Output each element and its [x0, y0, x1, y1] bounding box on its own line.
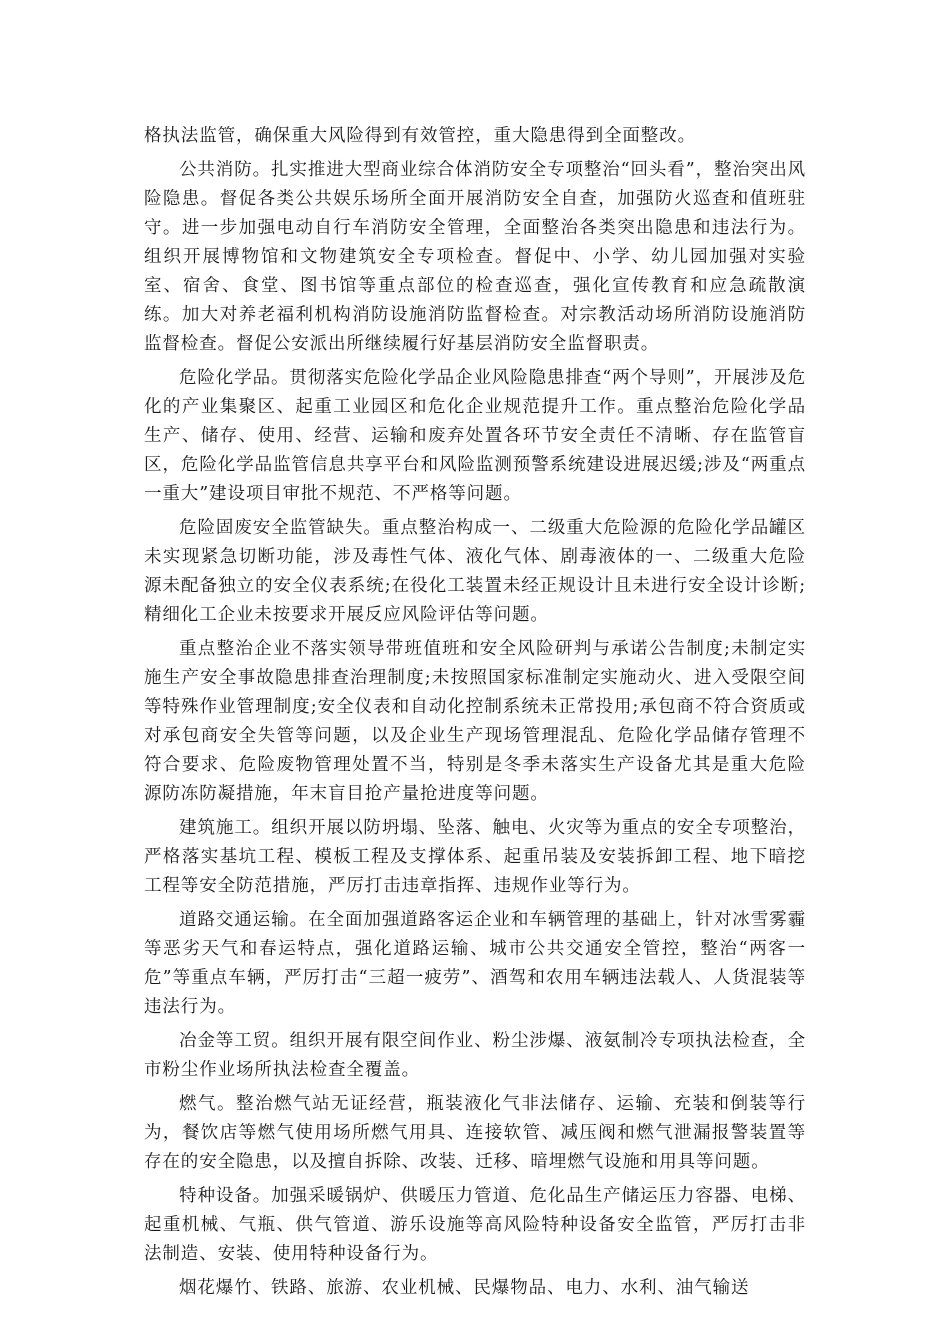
paragraph-continuation: 格执法监管，确保重大风险得到有效管控，重大隐患得到全面整改。	[144, 126, 696, 146]
paragraph-construction: 建筑施工。组织开展以防坍塌、坠落、触电、火灾等为重点的安全专项整治，严格落实基坑工程、模板工程及支撑体系、起重吊装及安装拆卸工程、地下暗挖工程等安全防范措施，严厉打击违章指挥、违规作业等行为。	[144, 818, 806, 896]
paragraph-public-fire: 公共消防。扎实推进大型商业综合体消防安全专项整治“回头看”，整治突出风险隐患。督促各类公共娱乐场所全面开展消防安全自查，加强防火巡查和值班驻守。进一步加强电动自行车消防安全管理，全面整治各类突出隐患和违法行为。组织开展博物馆和文物建筑安全专项检查。督促中、小学、幼儿园加强对实验室、宿舍、食堂、图书馆等重点部位的检查巡查，强化宣传教育和应急疏散演练。加大对养老福利机构消防设施消防监督检查。对宗教活动场所消防设施消防监督检查。督促公安派出所继续履行好基层消防安全监督职责。	[144, 160, 806, 354]
paragraph-fireworks-etc: 烟花爆竹、铁路、旅游、农业机械、民爆物品、电力、水利、油气输送	[179, 1278, 750, 1298]
paragraph-road-transport: 道路交通运输。在全面加强道路客运企业和车辆管理的基础上，针对冰雪雾霾等恶劣天气和春运特点，强化道路运输、城市公共交通安全管控，整治“两客一危”等重点车辆，严厉打击“三超一疲劳”、酒驾和农用车辆违法载人、人货混装等违法行为。	[144, 910, 806, 1017]
paragraph-hazardous-waste: 危险固废安全监管缺失。重点整治构成一、二级重大危险源的危险化学品罐区未实现紧急切断功能，涉及毒性气体、液化气体、剧毒液体的一、二级重大危险源未配备独立的安全仪表系统;在役化工装置未经正规设计且未进行安全设计诊断;精细化工企业未按要求开展反应风险评估等问题。	[144, 518, 806, 625]
paragraph-enterprise-rectification: 重点整治企业不落实领导带班值班和安全风险研判与承诺公告制度;未制定实施生产安全事故隐患排查治理制度;未按照国家标准制定实施动火、进入受限空间等特殊作业管理制度;安全仪表和自动化控制系统未正常投用;承包商不符合资质或对承包商安全失管等问题，以及企业生产现场管理混乱、危险化学品储存管理不符合要求、危险废物管理处置不当，特别是冬季未落实生产设备尤其是重大危险源防冻防凝措施，年末盲目抢产量抢进度等问题。	[144, 639, 806, 804]
paragraph-special-equipment: 特种设备。加强采暖锅炉、供暖压力管道、危化品生产储运压力容器、电梯、起重机械、气瓶、供气管道、游乐设施等高风险特种设备安全监管，严厉打击非法制造、安装、使用特种设备行为。	[144, 1186, 806, 1264]
paragraph-metallurgy: 冶金等工贸。组织开展有限空间作业、粉尘涉爆、液氨制冷专项执法检查，全市粉尘作业场所执法检查全覆盖。	[144, 1031, 806, 1080]
paragraph-gas: 燃气。整治燃气站无证经营，瓶装液化气非法储存、运输、充装和倒装等行为，餐饮店等燃气使用场所燃气用具、连接软管、减压阀和燃气泄漏报警装置等存在的安全隐患，以及擅自拆除、改装、迁移、暗埋燃气设施和用具等问题。	[144, 1094, 806, 1172]
document-page	[144, 122, 806, 1308]
paragraph-hazardous-chemicals: 危险化学品。贯彻落实危险化学品企业风险隐患排查“两个导则”，开展涉及危化的产业集聚区、起重工业园区和危化企业规范提升工作。重点整治危险化学品生产、储存、使用、经营、运输和废弃处置各环节安全责任不清晰、存在监管盲区，危险化学品监管信息共享平台和风险监测预警系统建设进展迟缓;涉及“两重点一重大”建设项目审批不规范、不严格等问题。	[144, 368, 806, 504]
